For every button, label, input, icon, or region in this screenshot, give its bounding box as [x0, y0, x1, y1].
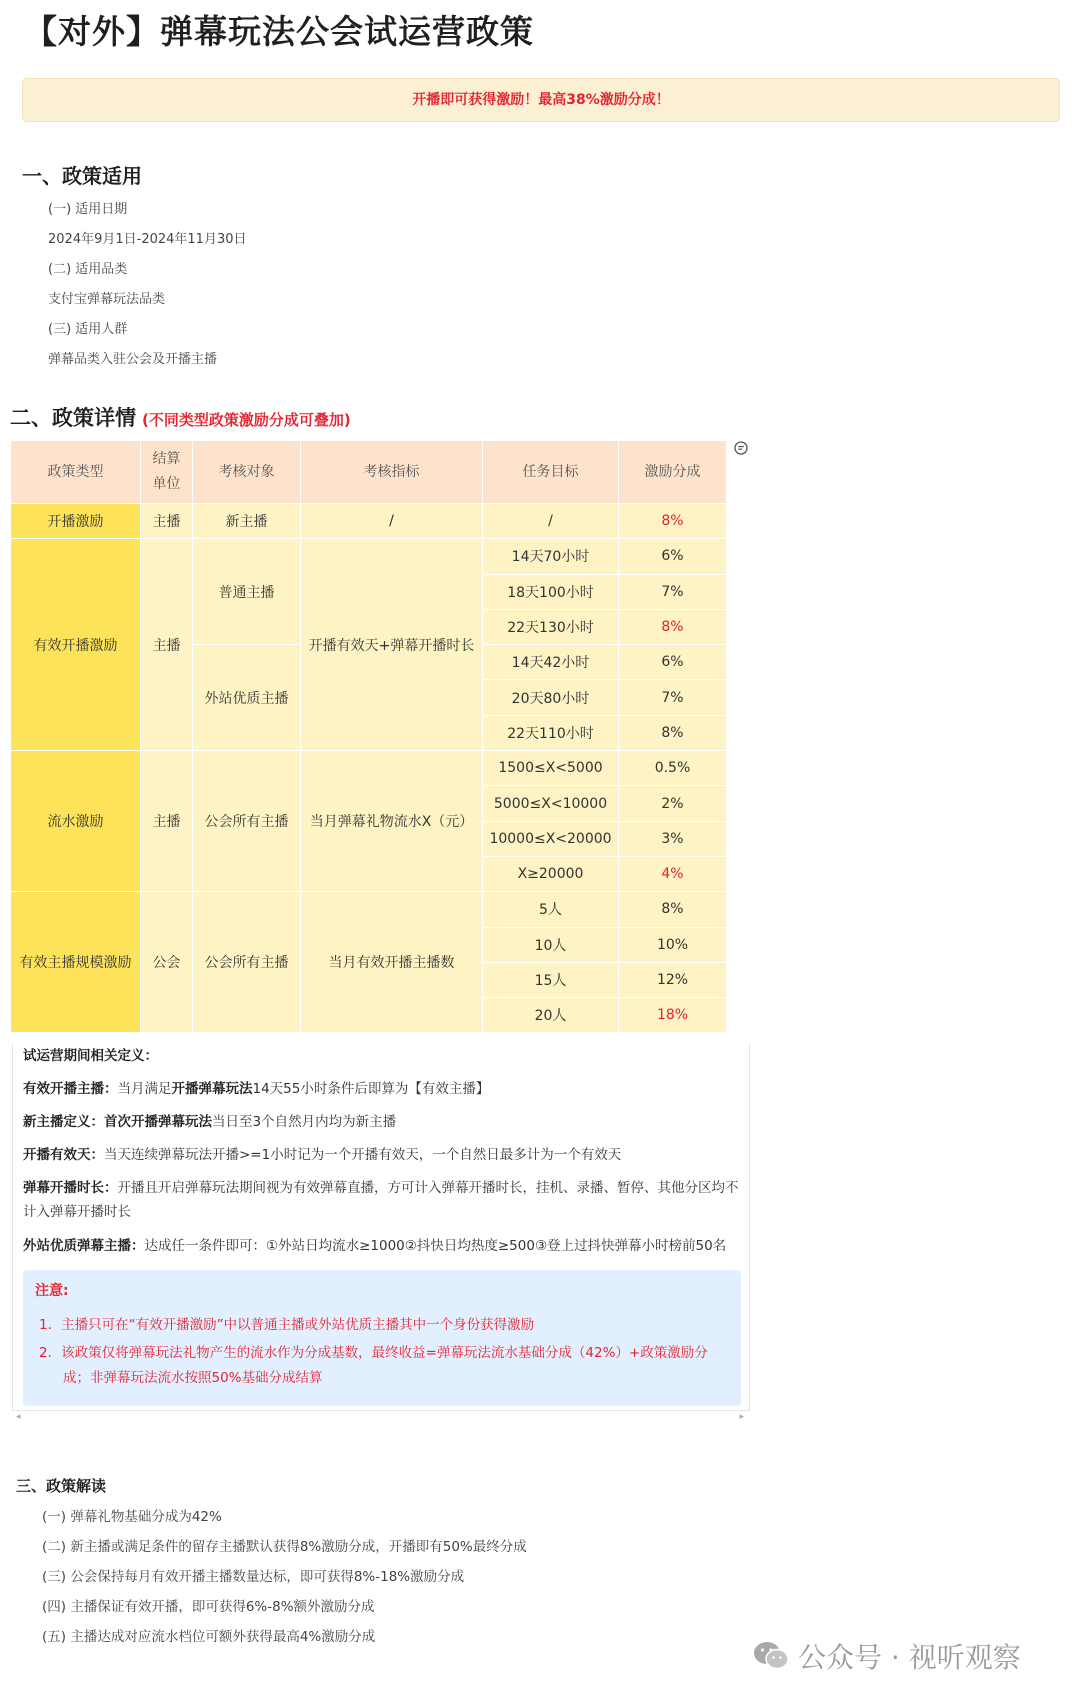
section1-item: 弹幕品类入驻公会及开播主播: [48, 352, 218, 367]
policy-table: [10, 440, 727, 1033]
unit-cell: 主播: [141, 504, 193, 539]
rate-cell: 18%: [619, 998, 727, 1033]
target-cell: 22天130小时: [483, 609, 619, 644]
target-cell: 18天100小时: [483, 574, 619, 609]
rate-cell: 12%: [619, 962, 727, 997]
definition-item: 弹幕开播时长：开播且开启弹幕玩法期间视为有效弹幕直播，方可计入弹幕开播时长，挂机、录播、暂停、其他分区均不计入弹幕开播时长: [23, 1180, 739, 1220]
rate-cell: 4%: [619, 856, 727, 891]
table-header-row: [11, 441, 727, 504]
target-cell: 5人: [483, 892, 619, 927]
section3-heading: 三、政策解读: [16, 1477, 107, 1495]
target-cell: 22天110小时: [483, 715, 619, 750]
notice-box: [23, 1270, 741, 1406]
table-row: [11, 892, 727, 927]
target-cell: 15人: [483, 962, 619, 997]
section1-item: 2024年9月1日-2024年11月30日: [48, 232, 247, 247]
watermark-text: 公众号 · 视听观察: [798, 1641, 1021, 1674]
object-cell: 普通主播: [193, 539, 301, 645]
section3-item: (五) 主播达成对应流水档位可额外获得最高4%激励分成: [42, 1629, 376, 1645]
page-title: 【对外】弹幕玩法公会试运营政策: [24, 12, 534, 51]
col-header-target: 任务目标: [483, 441, 619, 504]
section3-item: (四) 主播保证有效开播，即可获得6%-8%额外激励分成: [42, 1599, 375, 1615]
policy-type-cell: 有效开播激励: [11, 539, 141, 751]
notice-item: 2．该政策仅将弹幕玩法礼物产生的流水作为分成基数，最终收益=弹幕玩法流水基础分成（42%）+政策激励分成；非弹幕玩法流水按照50%基础分成结算: [39, 1345, 708, 1386]
section1-item: (二) 适用品类: [48, 262, 128, 277]
col-header-rate: 激励分成: [619, 441, 727, 504]
col-header-object: 考核对象: [193, 441, 301, 504]
table-row: [11, 539, 727, 574]
col-header-type: 政策类型: [11, 441, 141, 504]
col-header-unit: 结算单位: [141, 441, 193, 504]
rate-cell: 6%: [619, 539, 727, 574]
comment-icon[interactable]: [734, 441, 748, 455]
section3-item: (三) 公会保持每月有效开播主播数量达标，即可获得8%-18%激励分成: [42, 1569, 465, 1585]
horizontal-scrollbar[interactable]: [12, 1412, 748, 1424]
rate-cell: 6%: [619, 645, 727, 680]
object-cell: 新主播: [193, 504, 301, 539]
scroll-left-icon[interactable]: ◂: [16, 1412, 21, 1422]
rate-cell: 7%: [619, 680, 727, 715]
object-cell: 公会所有主播: [193, 892, 301, 1033]
wechat-icon: [752, 1640, 790, 1672]
promo-banner: 开播即可获得激励！最高38%激励分成！: [22, 78, 1060, 122]
unit-cell: 公会: [141, 892, 193, 1033]
rate-cell: 10%: [619, 927, 727, 962]
section2-note: (不同类型政策激励分成可叠加): [142, 411, 351, 429]
rate-cell: 2%: [619, 786, 727, 821]
target-cell: 5000≤X<10000: [483, 786, 619, 821]
section2-heading: 二、政策详情 (不同类型政策激励分成可叠加): [10, 406, 351, 430]
object-cell: 外站优质主播: [193, 645, 301, 751]
rate-cell: 7%: [619, 574, 727, 609]
target-cell: 10000≤X<20000: [483, 821, 619, 856]
section1-item: (一) 适用日期: [48, 202, 128, 217]
rate-cell: 8%: [619, 609, 727, 644]
target-cell: /: [483, 504, 619, 539]
target-cell: 14天70小时: [483, 539, 619, 574]
table-row: [11, 751, 727, 786]
target-cell: 20人: [483, 998, 619, 1033]
definition-item: 有效开播主播：当月满足开播弹幕玩法14天55小时条件后即算为【有效主播】: [23, 1081, 490, 1097]
unit-cell: 主播: [141, 751, 193, 892]
definitions-heading: 试运营期间相关定义：: [23, 1048, 158, 1064]
metric-cell: 当月有效开播主播数: [301, 892, 483, 1033]
section3-item: (一) 弹幕礼物基础分成为42%: [42, 1509, 222, 1525]
metric-cell: /: [301, 504, 483, 539]
target-cell: 10人: [483, 927, 619, 962]
policy-type-cell: 开播激励: [11, 504, 141, 539]
target-cell: 14天42小时: [483, 645, 619, 680]
section1-item: (三) 适用人群: [48, 322, 128, 337]
metric-cell: 当月弹幕礼物流水X（元）: [301, 751, 483, 892]
policy-type-cell: 有效主播规模激励: [11, 892, 141, 1033]
unit-cell: 主播: [141, 539, 193, 751]
target-cell: 1500≤X<5000: [483, 751, 619, 786]
object-cell: 公会所有主播: [193, 751, 301, 892]
section1-heading: 一、政策适用: [22, 164, 142, 188]
policy-type-cell: 流水激励: [11, 751, 141, 892]
table-row: [11, 504, 727, 539]
scroll-right-icon[interactable]: ▸: [739, 1412, 744, 1422]
section3-item: (二) 新主播或满足条件的留存主播默认获得8%激励分成，开播即有50%最终分成: [42, 1539, 527, 1555]
rate-cell: 8%: [619, 715, 727, 750]
col-header-metric: 考核指标: [301, 441, 483, 504]
target-cell: X≥20000: [483, 856, 619, 891]
rate-cell: 8%: [619, 892, 727, 927]
rate-cell: 8%: [619, 504, 727, 539]
definition-item: 新主播定义：首次开播弹幕玩法当日至3个自然月内均为新主播: [23, 1114, 397, 1130]
section1-item: 支付宝弹幕玩法品类: [48, 292, 166, 307]
notice-title: 注意:: [35, 1283, 69, 1299]
target-cell: 20天80小时: [483, 680, 619, 715]
definition-item: 开播有效天：当天连续弹幕玩法开播>=1小时记为一个开播有效天，一个自然日最多计为一个有效天: [23, 1147, 622, 1163]
definitions-panel: [12, 1044, 750, 1411]
notice-item: 1．主播只可在“有效开播激励”中以普通主播或外站优质主播其中一个身份获得激励: [39, 1317, 535, 1333]
definition-item: 外站优质弹幕主播：达成任一条件即可：①外站日均流水≥1000②抖快日均热度≥500③登上过抖快弹幕小时榜前50名: [23, 1238, 727, 1254]
rate-cell: 3%: [619, 821, 727, 856]
rate-cell: 0.5%: [619, 751, 727, 786]
metric-cell: 开播有效天+弹幕开播时长: [301, 539, 483, 751]
